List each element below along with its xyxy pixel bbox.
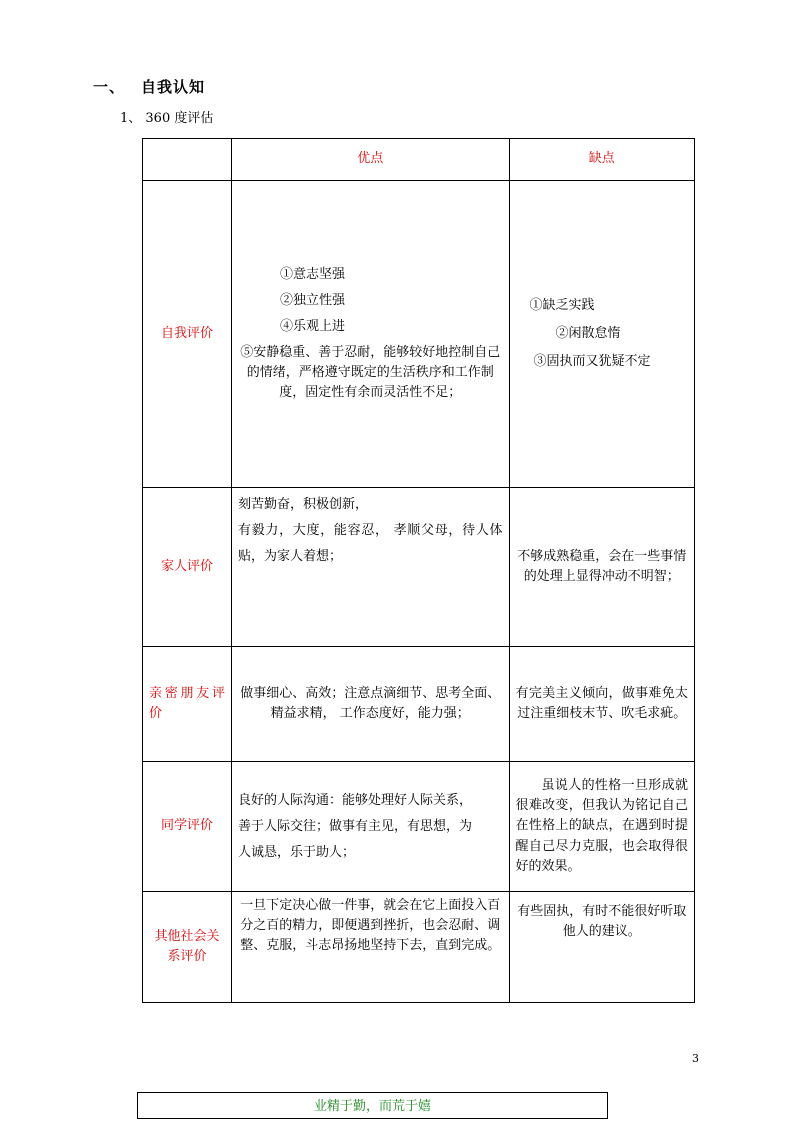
weakness-item: 有完美主义倾向，做事难免太过注重细枝末节、吹毛求疵。 <box>515 685 688 721</box>
table-row <box>143 892 695 1003</box>
table-header-row <box>143 139 695 181</box>
subsection-heading: 1、 360 度评估 <box>120 111 214 126</box>
family-strengths-cell <box>231 488 509 647</box>
weakness-item: 有些固执，有时不能很好听取他人的建议。 <box>517 904 687 940</box>
strength-item: 一旦下定决心做一件事，就会在它上面投入百分之百的精力，即便遇到挫折，也会忍耐、调整、克服，斗志昂扬地坚持下去，直到完成。 <box>240 898 501 954</box>
page-number: 3 <box>692 1052 699 1065</box>
row-label-friends: 亲密朋友评价 <box>143 647 232 762</box>
classmates-weaknesses-cell <box>509 762 694 892</box>
friends-strengths-cell <box>231 647 509 762</box>
weakness-item: 虽说人的性格一旦形成就很难改变，但我认为铭记自己在性格上的缺点，在遇到时提醒自己尽力克服，也会取得很好的效果。 <box>515 778 688 874</box>
weakness-item: ③固执而又犹疑不定 <box>533 354 651 370</box>
strength-item: 刻苦勤奋，积极创新， <box>237 497 368 512</box>
self-weaknesses-cell <box>509 181 694 488</box>
weakness-item: ②闲散怠惰 <box>555 325 621 341</box>
strength-item: 良好的人际沟通：能够处理好人际关系， <box>237 792 472 808</box>
strength-item: 做事细心、高效；注意点滴细节、思考全面、精益求精， 工作态度好，能力强； <box>240 685 501 721</box>
row-label-social: 其他社会关系评价 <box>143 892 232 1003</box>
family-weaknesses-cell <box>509 488 694 647</box>
weakness-item: 不够成熟稳重，会在一些事情的处理上显得冲动不明智； <box>517 548 687 584</box>
strength-item: ⑤安静稳重、善于忍耐，能够较好地控制自己的情绪，严格遵守既定的生活秩序和工作制度，固定性有余而灵活性不足； <box>240 345 501 401</box>
strength-item: ④乐观上进 <box>279 318 345 334</box>
strength-item: 有毅力，大度，能容忍， 孝顺父母，待人体贴，为家人着想； <box>237 523 503 564</box>
table-row <box>143 181 695 488</box>
social-strengths-cell <box>231 892 509 1003</box>
table-row <box>143 488 695 647</box>
section-heading <box>93 76 205 97</box>
classmates-strengths-cell <box>231 762 509 892</box>
weakness-item: ①缺乏实践 <box>529 297 595 313</box>
row-label-classmates: 同学评价 <box>143 762 232 892</box>
header-strengths: 优点 <box>231 139 509 181</box>
header-empty-cell <box>143 139 232 181</box>
footer-motto: 业精于勤，而荒于嬉 <box>137 1092 608 1119</box>
friends-weaknesses-cell <box>509 647 694 762</box>
table-row <box>143 762 695 892</box>
evaluation-table <box>142 138 695 1003</box>
strength-item: 善于人际交往；做事有主见，有思想，为 <box>237 818 472 834</box>
self-strengths-cell <box>231 181 509 488</box>
section-number: 一、 <box>93 78 126 96</box>
table-row <box>143 647 695 762</box>
section-title: 自我认知 <box>141 78 206 96</box>
strength-item: 人诚恳，乐于助人； <box>237 844 355 860</box>
social-weaknesses-cell <box>509 892 694 1003</box>
row-label-self: 自我评价 <box>143 181 232 488</box>
strength-item: ②独立性强 <box>279 292 345 308</box>
strength-item: ①意志坚强 <box>279 266 345 282</box>
header-weaknesses: 缺点 <box>509 139 694 181</box>
row-label-family: 家人评价 <box>143 488 232 647</box>
